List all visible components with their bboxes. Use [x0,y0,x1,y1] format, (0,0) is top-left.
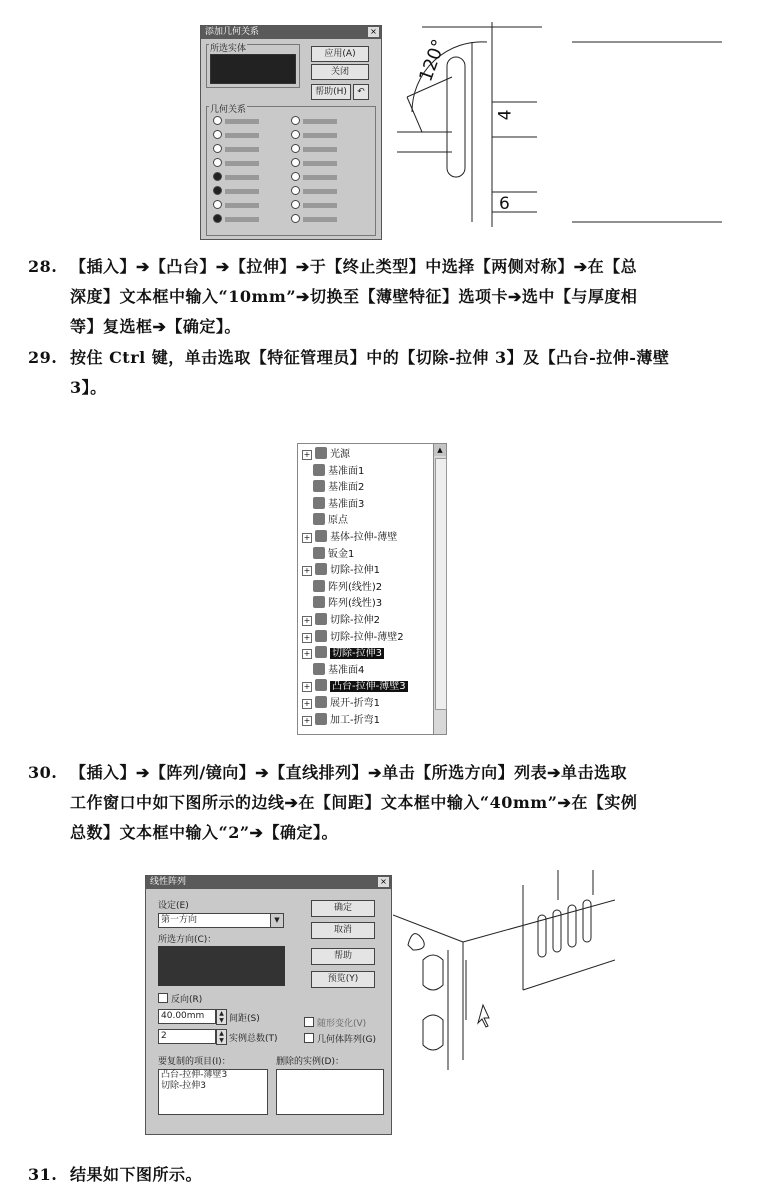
radio-label-placeholder [303,133,337,138]
tree-item[interactable] [302,479,364,496]
relation-radio[interactable] [291,116,337,126]
dim-6-label: 6 [499,194,510,214]
geometry-label: 几何体阵列(G) [317,1035,376,1045]
expand-plus-icon[interactable]: + [303,632,311,642]
radio-label-placeholder [225,203,259,208]
expand-plus-icon[interactable]: + [303,699,311,708]
feature-icon [313,464,325,476]
chevron-down-icon[interactable]: ▼ [270,914,283,927]
tree-item-label: 凸台-拉伸-薄壁3 [332,681,406,693]
radio-label-placeholder [303,147,337,152]
feature-icon [315,646,327,658]
help-button[interactable]: 帮助 [311,948,375,965]
tree-connector-icon [302,466,310,474]
selected-entities-list[interactable] [210,54,296,84]
checkbox-box[interactable] [304,1017,314,1027]
radio-dot[interactable] [213,144,222,153]
selected-direction-label: 所选方向(C)： [158,935,217,945]
instances-to-skip-list[interactable] [276,1069,384,1115]
relation-radio[interactable] [213,214,259,224]
step-number: 30. [28,763,58,782]
relation-radio[interactable] [213,172,259,182]
pattern-model-view [393,870,615,1135]
radio-label-placeholder [225,217,259,222]
step-line: 深度】文本框中输入“10mm”➔切换至【薄壁特征】选项卡➔选中【与厚度相 [70,287,638,306]
relation-radio[interactable] [291,130,337,140]
radio-label-placeholder [225,161,259,166]
expand-plus-icon[interactable]: + [303,566,311,576]
scroll-up-icon[interactable]: ▲ [434,444,446,456]
direction-select[interactable] [158,913,284,928]
tree-item[interactable] [302,712,380,729]
relation-radio[interactable] [291,158,337,168]
list-item[interactable]: 凸台-拉伸-薄壁3 [161,1070,228,1080]
radio-label-placeholder [225,189,259,194]
relation-radio[interactable] [291,144,337,154]
tree-item[interactable] [302,612,380,629]
relation-radio[interactable] [291,214,337,224]
radio-label-placeholder [303,189,337,194]
radio-dot[interactable] [291,200,300,209]
tree-item[interactable] [302,562,380,579]
dialog-titlebar [146,876,391,889]
help-button[interactable]: 帮助(H) [311,84,351,100]
radio-dot[interactable] [291,144,300,153]
radio-dot[interactable] [291,158,300,167]
expand-plus-icon[interactable]: + [303,533,311,542]
feature-icon [313,580,325,592]
step-31 [28,1160,768,1190]
tree-item[interactable] [302,645,384,662]
tree-item[interactable] [302,463,364,480]
sketch-drawing [392,22,752,240]
dialog-titlebar [201,26,381,39]
tree-item-label: 切除-拉伸2 [330,615,380,626]
figure-linear-pattern [145,870,615,1135]
relations-label: 几何关系 [209,102,247,115]
expand-plus-icon[interactable]: + [303,616,311,625]
feature-icon [313,513,325,525]
expand-plus-icon[interactable]: + [303,682,311,692]
tree-item-label: 基准面3 [328,498,365,510]
radio-dot[interactable] [291,172,300,181]
feature-icon [315,447,327,459]
apply-button[interactable]: 应用(A) [311,46,369,62]
radio-dot[interactable] [213,130,222,139]
spacing-spinner-icon[interactable]: ▲ ▼ [216,1009,227,1025]
reverse-label: 反向(R) [171,995,203,1005]
scroll-thumb[interactable] [435,458,447,710]
radio-dot[interactable] [213,200,222,209]
tree-item-label: 原点 [328,515,348,527]
items-to-copy-list[interactable] [158,1069,268,1115]
skip-label: 删除的实例(D)： [276,1057,344,1067]
tree-connector-icon [302,665,310,673]
relation-radio[interactable] [213,116,259,126]
radio-label-placeholder [303,217,337,222]
close-icon[interactable]: × [368,27,379,37]
tree-item[interactable] [302,629,404,646]
radio-dot[interactable] [213,158,222,167]
radio-label-placeholder [225,119,259,124]
settings-label: 设定(E) [158,901,189,911]
step-line: 工作窗口中如下图所示的边线➔在【间距】文本框中输入“40mm”➔在【实例 [70,793,638,812]
checkbox-box[interactable] [158,993,168,1003]
tree-item-label: 阵列(线性)2 [328,581,383,593]
step-line: 按住 Ctrl 键，单击选取【特征管理员】中的【切除-拉伸 3】及【凸台-拉伸-薄壁 [70,348,670,367]
step-line: 【插入】➔【阵列/镜向】➔【直线排列】➔单击【所选方向】列表➔单击选取 [70,763,627,782]
close-button[interactable]: 关闭 [311,64,369,80]
feature-icon [313,663,325,675]
tree-connector-icon [302,549,310,557]
feature-icon [313,497,325,509]
tree-item-label: 基准面2 [328,482,365,494]
tree-item[interactable] [302,579,382,596]
tree-connector-icon [302,515,310,523]
tree-item-label: 阵列(线性)3 [328,598,383,610]
radio-dot[interactable] [291,130,300,139]
relation-radio[interactable] [213,158,259,168]
feature-icon [315,679,327,691]
radio-label-placeholder [303,203,337,208]
tree-item[interactable] [302,546,354,563]
feature-icon [315,563,327,575]
close-icon[interactable]: × [378,877,389,887]
step-30 [28,758,768,853]
tree-item-label: 基准面4 [328,664,365,676]
count-label: 实例总数(T) [229,1034,278,1044]
feature-icon [315,713,327,725]
radio-label-placeholder [225,175,259,180]
relation-radio[interactable] [213,200,259,210]
linear-pattern-dialog [145,875,392,1135]
ok-button[interactable]: 确定 [311,900,375,917]
count-spinner-icon[interactable]: ▲ ▼ [216,1029,227,1045]
step-number: 29. [28,348,58,367]
expand-plus-icon[interactable]: + [303,649,311,659]
feature-icon [313,480,325,492]
feature-icon [313,547,325,559]
tree-item-label: 加工-折弯1 [330,714,380,726]
tree-item-label: 基准面1 [328,465,365,477]
radio-dot[interactable] [291,214,300,223]
tree-item-label: 光源 [330,449,350,460]
tree-item[interactable] [302,496,364,513]
radio-label-placeholder [225,147,259,152]
relation-radio[interactable] [213,144,259,154]
radio-label-placeholder [303,161,337,166]
tree-item[interactable] [302,678,408,695]
tree-item-label: 钣金1 [328,548,355,560]
radio-label-placeholder [225,133,259,138]
radio-dot[interactable] [213,172,222,181]
tree-item[interactable] [302,662,364,679]
radio-dot[interactable] [291,116,300,125]
feature-manager-tree [297,443,447,735]
count-input[interactable]: 2 [158,1029,216,1044]
tree-item[interactable] [302,446,350,463]
selected-direction-list[interactable] [158,946,285,986]
step-line: 【插入】➔【凸台】➔【拉伸】➔于【终止类型】中选择【两侧对称】➔在【总 [70,257,638,276]
expand-plus-icon[interactable]: + [303,450,311,459]
figure-relations [197,22,780,240]
angle-label: 120° [415,36,450,85]
dialog-title: 线性阵列 [150,877,187,887]
selected-entities-label: 所选实体 [209,41,247,54]
tree-item-label: 切除-拉伸1 [330,565,380,577]
checkbox-box[interactable] [304,1033,314,1043]
relation-radio[interactable] [291,186,337,196]
step-line: 总数】文本框中输入“2”➔【确定】。 [70,823,338,842]
undo-button[interactable]: ↶ [353,84,369,100]
step-line: 结果如下图所示。 [70,1165,203,1184]
tree-connector-icon [302,582,310,590]
radio-label-placeholder [303,119,337,124]
tree-item[interactable] [302,529,397,546]
expand-plus-icon[interactable]: + [303,715,311,725]
radio-dot[interactable] [213,214,222,223]
dim-4-label: 4 [495,109,516,121]
tree-item[interactable] [302,512,348,529]
geometry-pattern-checkbox[interactable] [304,1032,376,1045]
step-29 [28,343,768,408]
cancel-button[interactable]: 取消 [311,922,375,939]
feature-icon [315,530,327,542]
list-item[interactable]: 切除-拉伸3 [161,1081,206,1091]
tree-connector-icon [302,482,310,490]
relation-radio[interactable] [291,172,337,182]
preview-button[interactable]: 预览(Y) [311,971,375,988]
items-label: 要复制的项目(I)： [158,1057,231,1067]
relation-radio[interactable] [213,130,259,140]
spacing-label: 间距(S) [229,1014,260,1024]
feature-icon [315,613,327,625]
tree-item-label: 基体-拉伸-薄壁 [330,532,398,543]
tree-item-label: 切除-拉伸-薄壁2 [330,631,404,643]
radio-label-placeholder [303,175,337,180]
relation-radio[interactable] [213,186,259,196]
relation-radio[interactable] [291,200,337,210]
dialog-title: 添加几何关系 [205,27,260,37]
feature-icon [315,696,327,708]
reverse-checkbox[interactable] [158,992,202,1005]
radio-dot[interactable] [213,186,222,195]
vary-checkbox[interactable] [304,1016,366,1029]
direction-select-value: 第一方向 [161,915,198,925]
tree-scrollbar[interactable] [433,444,446,734]
feature-icon [313,596,325,608]
tree-connector-icon [302,598,310,606]
radio-dot[interactable] [213,116,222,125]
step-number: 31. [28,1165,58,1184]
tree-item-label: 切除-拉伸3 [332,648,382,660]
tree-item-label: 展开-折弯1 [330,698,380,709]
spacing-input[interactable]: 40.00mm [158,1009,216,1024]
tree-rows [302,446,430,732]
radio-dot[interactable] [291,186,300,195]
add-relations-dialog [200,25,382,240]
tree-item[interactable] [302,695,380,712]
tree-item[interactable] [302,595,382,612]
feature-icon [315,630,327,642]
tree-connector-icon [302,499,310,507]
step-line: 等】复选框➔【确定】。 [70,317,241,336]
step-line: 3】。 [70,378,107,397]
step-number: 28. [28,257,58,276]
step-28 [28,252,768,347]
vary-label: 随形变化(V) [317,1019,367,1029]
